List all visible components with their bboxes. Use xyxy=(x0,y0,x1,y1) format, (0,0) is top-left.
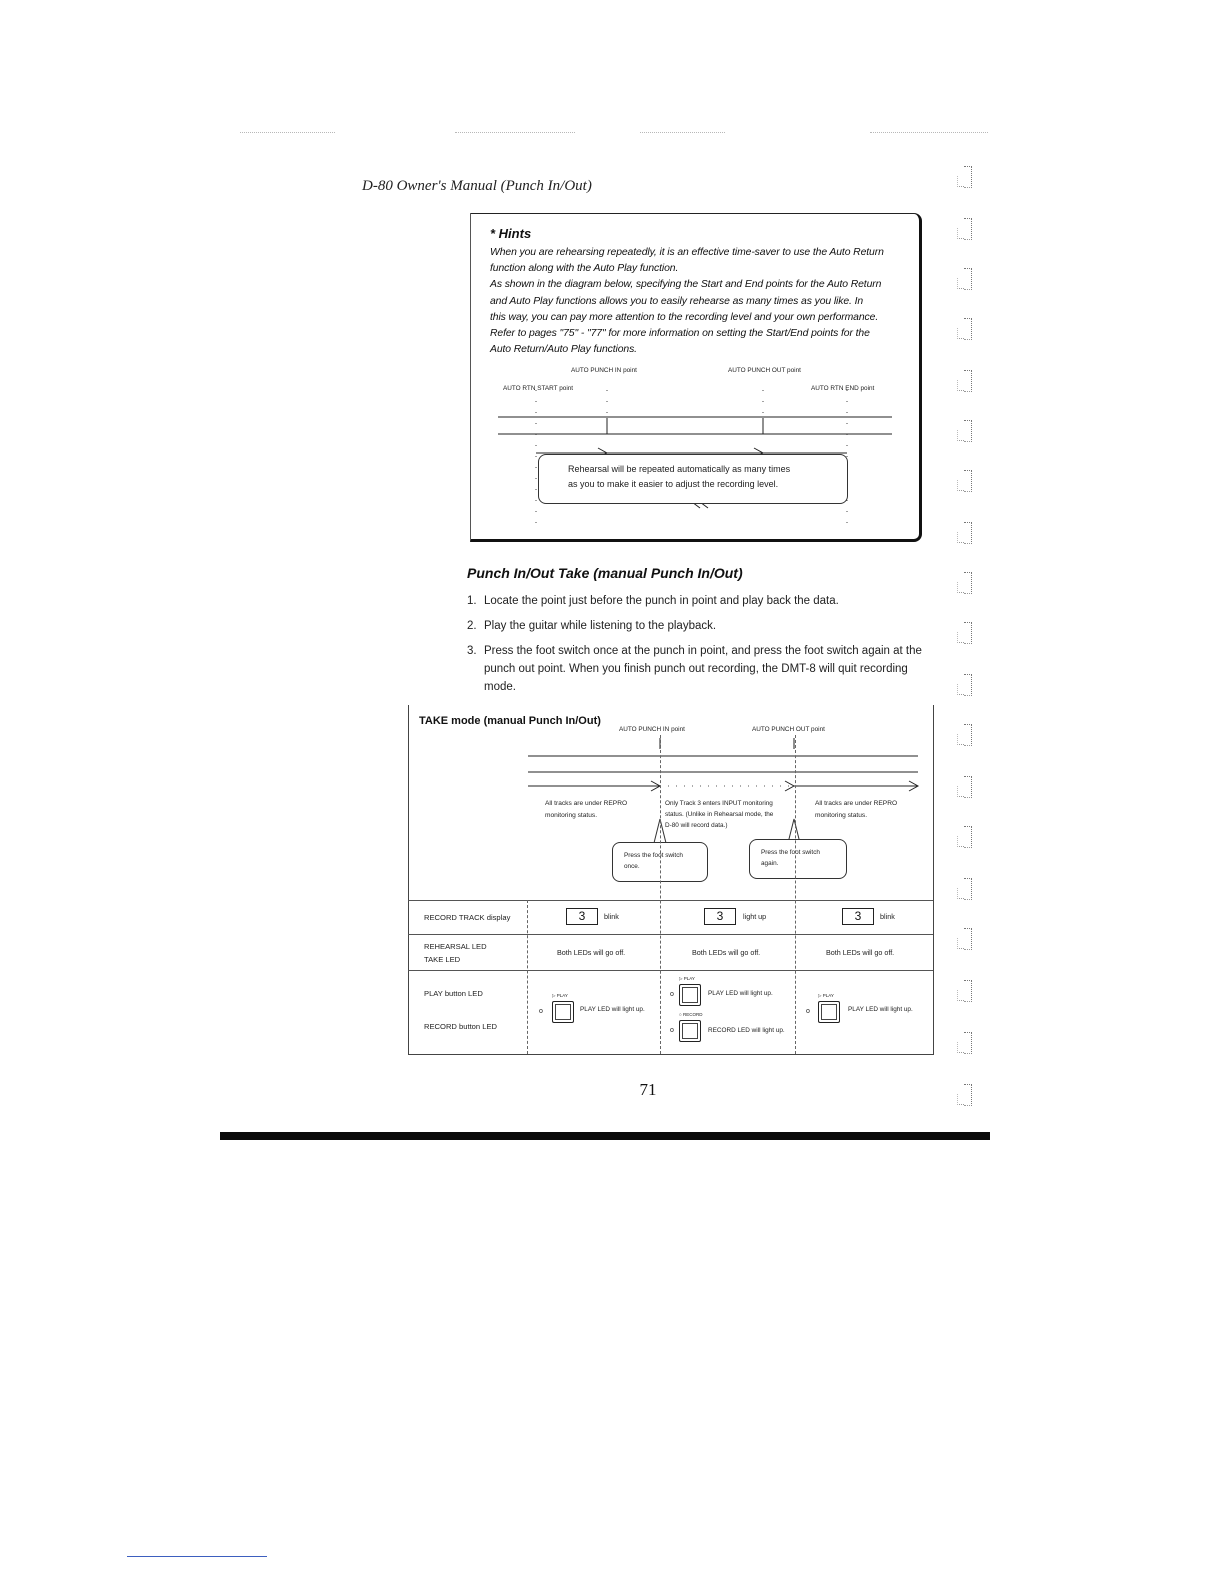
track-state: light up xyxy=(743,912,767,921)
row-divider xyxy=(408,970,933,971)
hints-line: Refer to pages "75" - "77" for more information on setting the Start/End points for the xyxy=(490,328,870,340)
status-mid-1: Only Track 3 enters INPUT monitoring xyxy=(665,800,773,807)
take-led-label: TAKE LED xyxy=(424,955,461,964)
track-state: blink xyxy=(880,912,895,921)
record-symbol: ○ RECORD xyxy=(679,1012,703,1017)
callout-once-line2: once. xyxy=(624,863,640,870)
column-divider xyxy=(660,735,661,1054)
margin-mark xyxy=(956,776,972,800)
record-arrow-head xyxy=(785,781,794,791)
status-left-1: All tracks are under REPRO xyxy=(545,800,628,807)
step-text: Play the guitar while listening to the playback. xyxy=(484,620,717,632)
callout-again-line1: Press the foot switch xyxy=(761,849,820,856)
step-text: Press the foot switch once at the punch in point, and press the foot switch again at the punch out point. When you finish punch out recording, the DMT-8 will quit recording mode. xyxy=(484,645,922,693)
hints-body xyxy=(490,245,908,358)
rehearsal-led-label: REHEARSAL LED xyxy=(424,942,487,951)
hints-punch-out-label: AUTO PUNCH OUT point xyxy=(728,367,801,374)
led-indicator: o xyxy=(806,1008,810,1015)
led-indicator: o xyxy=(670,991,674,998)
step-number: 1. xyxy=(467,595,477,607)
step-text: Locate the point just before the punch in point and play back the data. xyxy=(484,595,839,607)
scan-dots xyxy=(870,132,988,134)
step-number: 2. xyxy=(467,620,477,632)
step-number: 3. xyxy=(467,645,477,657)
hints-rtn-start-label: AUTO RTN START point xyxy=(503,385,574,392)
callout-once-line1: Press the foot switch xyxy=(624,852,683,859)
margin-mark xyxy=(956,318,972,342)
margin-mark xyxy=(956,1032,972,1056)
row-divider xyxy=(408,900,933,901)
scan-dots xyxy=(240,132,335,134)
margin-mark xyxy=(956,370,972,394)
margin-mark xyxy=(956,622,972,646)
margin-mark xyxy=(956,522,972,546)
take-punch-out-label: AUTO PUNCH OUT point xyxy=(752,726,825,733)
margin-mark xyxy=(956,470,972,494)
footer-rule xyxy=(127,1556,267,1557)
status-left-2: monitoring status. xyxy=(545,812,598,819)
led-indicator: o xyxy=(539,1008,543,1015)
margin-mark xyxy=(956,878,972,902)
play-led-label: PLAY button LED xyxy=(424,989,483,998)
leds-off-text: Both LEDs will go off. xyxy=(826,948,895,957)
page-header: D-80 Owner's Manual (Punch In/Out) xyxy=(362,178,592,194)
leds-off-text: Both LEDs will go off. xyxy=(692,948,761,957)
take-timeline xyxy=(520,735,930,795)
hints-rtn-end-label: AUTO RTN END point xyxy=(811,385,875,392)
take-punch-in-label: AUTO PUNCH IN point xyxy=(619,726,685,733)
margin-mark xyxy=(956,218,972,242)
record-button-icon xyxy=(679,1020,701,1042)
status-mid-3: D-80 will record data.) xyxy=(665,822,728,829)
record-led-label: RECORD button LED xyxy=(424,1022,498,1031)
status-mid-2: status. (Unlike in Rehearsal mode, the xyxy=(665,811,774,818)
margin-mark xyxy=(956,980,972,1004)
hints-line: When you are rehearsing repeatedly, it is an effective time-saver to use the Auto Return xyxy=(490,247,884,258)
led-indicator: o xyxy=(670,1027,674,1034)
track-display: 3 xyxy=(704,908,736,925)
margin-mark xyxy=(956,420,972,444)
hints-line: Auto Return/Auto Play functions. xyxy=(490,344,637,356)
rehearsal-callout-line2: as you to make it easier to adjust the recording level. xyxy=(568,479,779,489)
record-led-text: RECORD LED will light up. xyxy=(708,1027,785,1034)
margin-mark xyxy=(956,1084,972,1108)
play-button-icon xyxy=(818,1001,840,1023)
row-divider xyxy=(408,934,933,935)
column-divider xyxy=(795,735,796,1054)
play-led-text: PLAY LED will light up. xyxy=(708,990,773,997)
play-symbol: ▷ PLAY xyxy=(679,976,695,981)
column-divider xyxy=(527,900,528,1054)
scan-dots xyxy=(455,132,575,134)
hints-punch-in-label: AUTO PUNCH IN point xyxy=(571,367,637,374)
margin-mark xyxy=(956,826,972,850)
play-symbol: ▷ PLAY xyxy=(818,993,834,998)
status-right-2: monitoring status. xyxy=(815,812,868,819)
section-title: Punch In/Out Take (manual Punch In/Out) xyxy=(467,565,743,581)
record-track-label: RECORD TRACK display xyxy=(424,913,511,922)
play-led-text: PLAY LED will light up. xyxy=(580,1006,645,1013)
rehearsal-callout-line1: Rehearsal will be repeated automatically as many times xyxy=(568,464,791,474)
margin-mark xyxy=(956,572,972,596)
status-right-1: All tracks are under REPRO xyxy=(815,800,898,807)
foot-switch-again-callout xyxy=(749,839,847,879)
margin-mark xyxy=(956,268,972,292)
leds-off-text: Both LEDs will go off. xyxy=(557,948,626,957)
play-button-icon xyxy=(552,1001,574,1023)
track-state: blink xyxy=(604,912,619,921)
play-led-text: PLAY LED will light up. xyxy=(848,1006,913,1013)
margin-mark xyxy=(956,724,972,748)
hints-line: function along with the Auto Play function. xyxy=(490,263,679,275)
track-display: 3 xyxy=(566,908,598,925)
margin-mark xyxy=(956,928,972,952)
track-display: 3 xyxy=(842,908,874,925)
callout-again-line2: again. xyxy=(761,860,779,867)
play-button-icon xyxy=(679,984,701,1006)
hints-line: and Auto Play functions allows you to easily rehearse as many times as you like. In xyxy=(490,295,864,307)
hints-line: this way, you can pay more attention to the recording level and your own performance. xyxy=(490,311,879,323)
hints-title: * Hints xyxy=(490,226,532,241)
scan-dots xyxy=(640,132,725,134)
page-number: 71 xyxy=(639,1080,657,1099)
margin-mark xyxy=(956,166,972,190)
hints-line: As shown in the diagram below, specifying the Start and End points for the Auto Return xyxy=(490,279,882,291)
play-symbol: ▷ PLAY xyxy=(552,993,568,998)
margin-mark xyxy=(956,674,972,698)
take-mode-title: TAKE mode (manual Punch In/Out) xyxy=(419,715,601,727)
page-bottom-bar xyxy=(220,1132,990,1140)
